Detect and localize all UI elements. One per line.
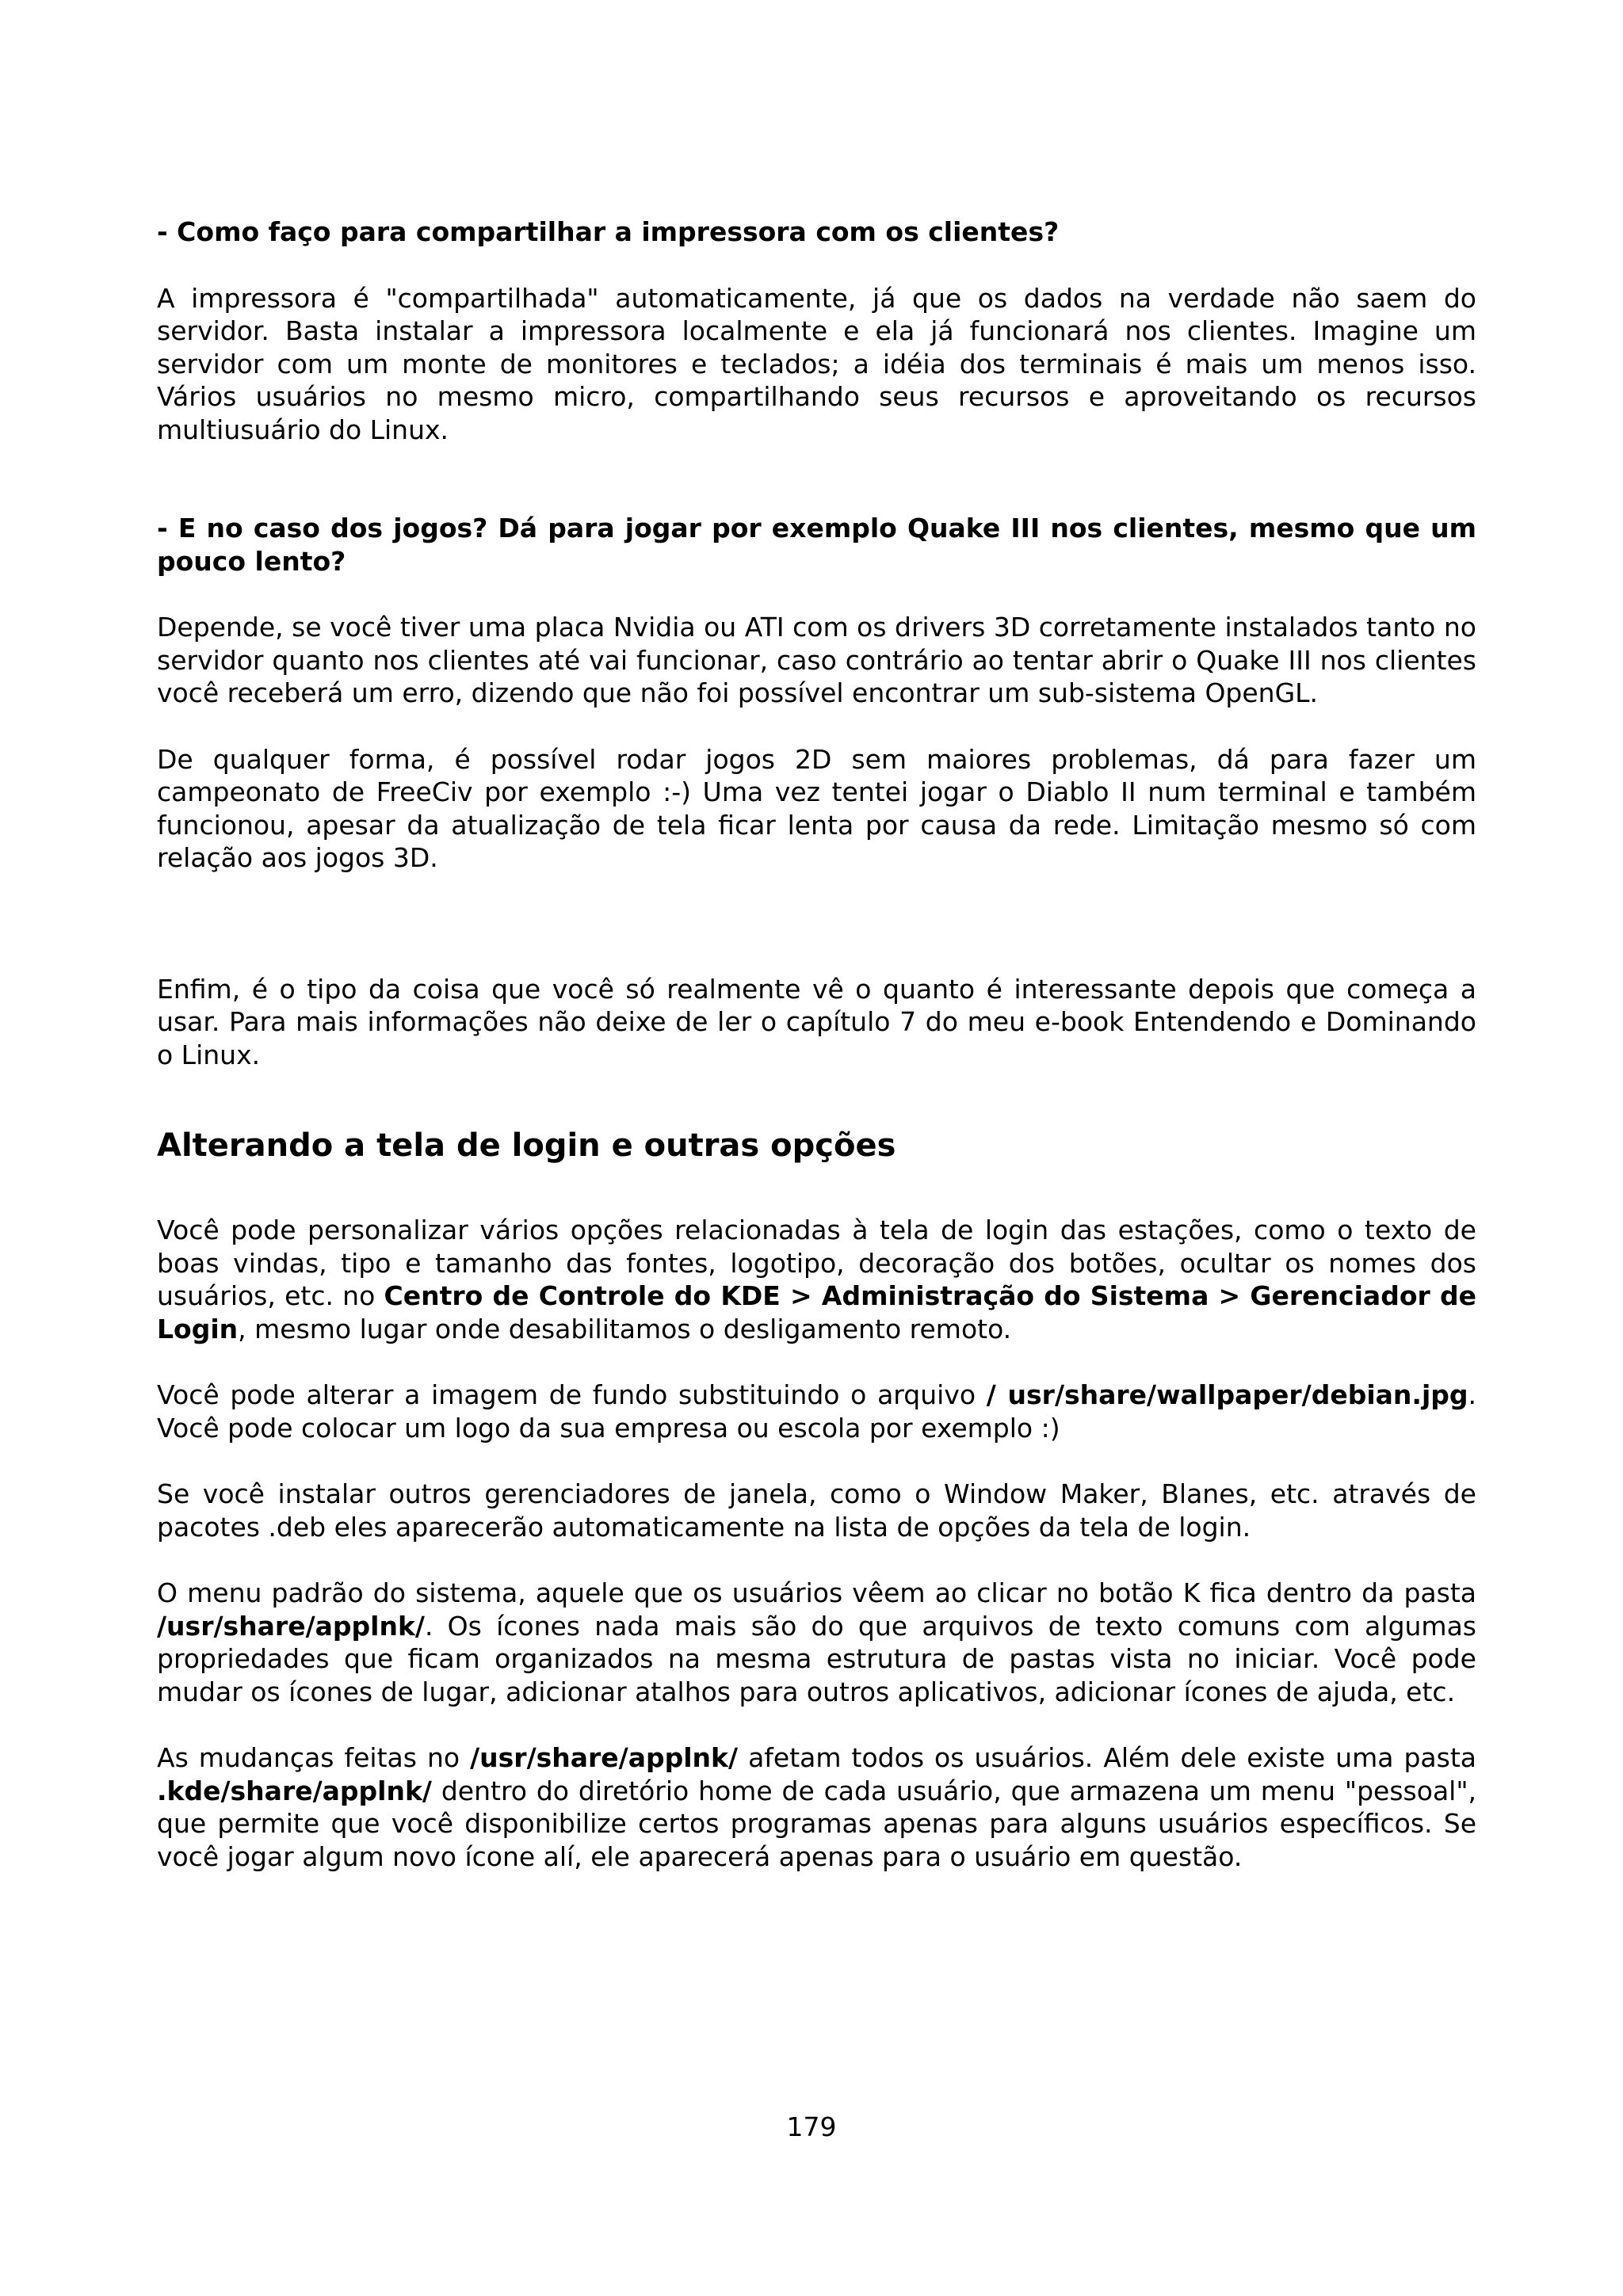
- section-heading: Alterando a tela de login e outras opções: [157, 1127, 896, 1164]
- applnk-path: /usr/share/applnk/: [157, 1610, 425, 1642]
- paragraph-window-managers: Se você instalar outros gerenciadores de janela, como o Window Maker, Blanes, etc. através de pacotes .deb eles aparecerão automaticamente na lista de opções da tela de login.: [157, 1478, 1476, 1543]
- faq-answer-games-1: Depende, se você tiver uma placa Nvidia ou ATI com os drivers 3D corretamente instalados tanto no servidor quanto nos clientes até vai funcionar, caso contrário ao tentar abrir o Quake III nos clientes você receberá um erro, dizendo que não foi possível encontrar um sub-sistema OpenGL.: [157, 612, 1476, 708]
- page-number: 179: [786, 2111, 837, 2142]
- applnk-path-global: /usr/share/applnk/: [470, 1742, 739, 1773]
- kde-control-center-path: Centro de Controle do KDE > Administração do Sistema > Gerenciador de Login: [157, 1280, 1476, 1344]
- wallpaper-path: / usr/share/wallpaper/debian.jpg: [986, 1379, 1468, 1410]
- paragraph-menu: O menu padrão do sistema, aquele que os usuários vêem ao clicar no botão K fica dentro da pasta /usr/share/applnk/. Os ícones nada mais são do que arquivos de texto comuns com algumas propriedades que ficam organizados na mesma estrutura de pastas vista no iniciar. Você pode mudar os ícones de lugar, adicionar atalhos para outros aplicativos, adicionar ícones de ajuda, etc.: [157, 1577, 1476, 1707]
- faq-answer-printer: A impressora é "compartilhada" automaticamente, já que os dados na verdade não saem do servidor. Basta instalar a impressora localmente e ela já funcionará nos clientes. Imagine um servidor com um monte de monitores e teclados; a idéia dos terminais é mais um menos isso. Vários usuários no mesmo micro, compartilhando seus recursos e aproveitando os recursos multiusuário do Linux.: [157, 282, 1476, 445]
- page-content: [157, 215, 1476, 1873]
- faq-question-printer: - Como faço para compartilhar a impressora com os clientes?: [157, 216, 1060, 247]
- paragraph-user-menu: As mudanças feitas no /usr/share/applnk/ afetam todos os usuários. Além dele existe uma pasta .kde/share/applnk/ dentro do diretório home de cada usuário, que armazena um menu "pessoal", que permite que você disponibilize certos programas apenas para alguns usuários específicos. Se você jogar algum novo ícone alí, ele aparecerá apenas para o usuário em questão.: [157, 1742, 1476, 1872]
- faq-question-games: - E no caso dos jogos? Dá para jogar por exemplo Quake III nos clientes, mesmo que um pouco lento?: [157, 513, 1476, 577]
- closing-paragraph: Enfim, é o tipo da coisa que você só realmente vê o quanto é interessante depois que começa a usar. Para mais informações não deixe de ler o capítulo 7 do meu e-book Entendendo e Dominando o Linux.: [157, 973, 1476, 1070]
- paragraph-login-options: Você pode personalizar vários opções relacionadas à tela de login das estações, como o texto de boas vindas, tipo e tamanho das fontes, logotipo, decoração dos botões, ocultar os nomes dos usuários, etc. no Centro de Controle do KDE > Administração do Sistema > Gerenciador de Login, mesmo lugar onde desabilitamos o desligamento remoto.: [157, 1215, 1476, 1344]
- paragraph-wallpaper: Você pode alterar a imagem de fundo substituindo o arquivo / usr/share/wallpaper/debian.jpg. Você pode colocar um logo da sua empresa ou escola por exemplo :): [157, 1379, 1476, 1444]
- faq-answer-games-2: De qualquer forma, é possível rodar jogos 2D sem maiores problemas, dá para fazer um campeonato de FreeCiv por exemplo :-) Uma vez tentei jogar o Diablo II num terminal e também funcionou, apesar da atualização de tela ficar lenta por causa da rede. Limitação mesmo só com relação aos jogos 3D.: [157, 743, 1476, 873]
- applnk-path-user: .kde/share/applnk/: [157, 1775, 432, 1806]
